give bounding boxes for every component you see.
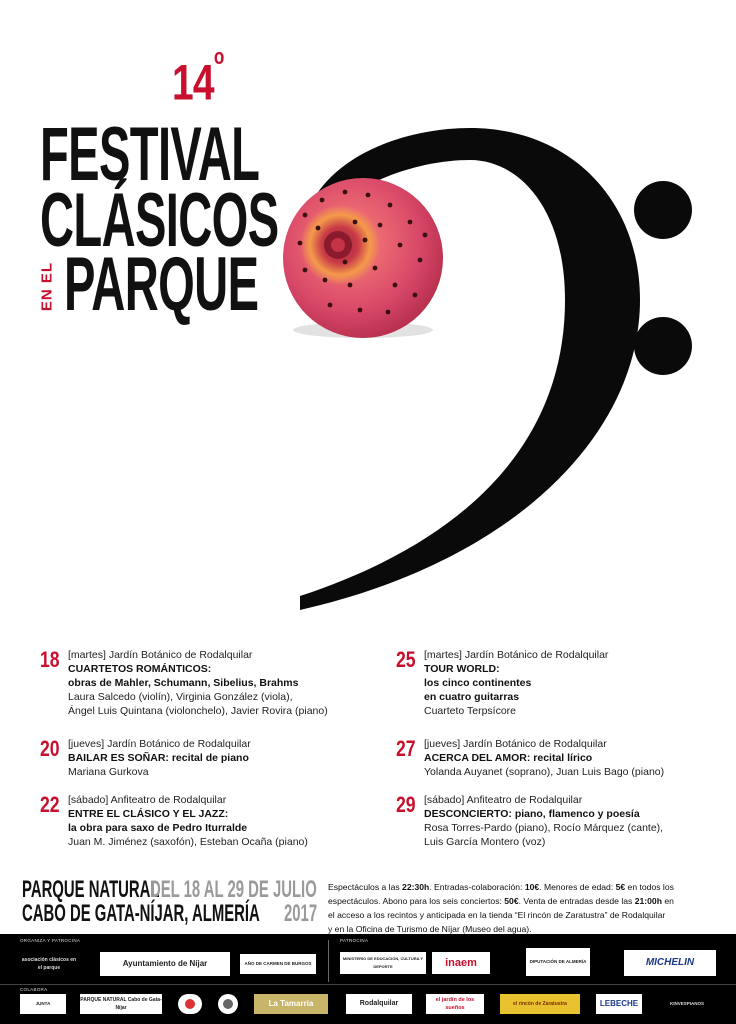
event-performers: Rosa Torres-Pardo (piano), Rocío Márquez (cante), <box>424 822 664 834</box>
event-performers: Luis García Montero (voz) <box>424 836 546 848</box>
event-venue: [jueves] Jardín Botánico de Rodalquilar <box>424 738 607 750</box>
logo-jardin-de-los-suenos: el jardín de los sueños <box>426 994 484 1014</box>
logo-lebeche: LEBECHE <box>596 994 642 1014</box>
logo-kinvespianos: KINVESPIANOS <box>656 994 718 1014</box>
logo-ministerio: MINISTERIO DE EDUCACIÓN, CULTURA Y DEPORTE <box>340 952 426 974</box>
event-performers: Cuarteto Terpsícore <box>424 705 517 717</box>
event-title: ACERCA DEL AMOR: recital lírico <box>424 752 593 764</box>
festival-dates: DEL 18 AL 29 DE JULIO <box>150 876 317 903</box>
logo-asociacion: asociación clásicos en el parque <box>20 950 78 978</box>
location-place: CABO DE GATA-NÍJAR, ALMERÍA <box>22 900 260 927</box>
title-parque: PARQUE <box>64 242 259 327</box>
event-performers: Mariana Gurkova <box>68 766 149 778</box>
event-title: ENTRE EL CLÁSICO Y EL JAZZ: <box>68 808 229 820</box>
event-day: 20 <box>40 736 60 761</box>
location-park: PARQUE NATURAL <box>22 876 160 903</box>
logo-michelin: MICHELIN <box>624 950 716 976</box>
event-title: obras de Mahler, Schumann, Sibelius, Brahms <box>68 677 299 689</box>
event-title: los cinco continentes <box>424 677 532 689</box>
event-title: en cuatro guitarras <box>424 691 520 703</box>
clef-dot-upper <box>634 181 692 239</box>
event-title: la obra para saxo de Pedro Iturralde <box>68 822 248 834</box>
logo-diputacion-almeria: DIPUTACIÓN DE ALMERÍA <box>526 948 590 976</box>
edition-suffix: o <box>213 44 224 69</box>
event-venue: [martes] Jardín Botánico de Rodalquilar <box>424 649 609 661</box>
organiza-label: ORGANIZA Y PATROCINA <box>20 938 81 943</box>
event-venue: [martes] Jardín Botánico de Rodalquilar <box>68 649 253 661</box>
ticket-info: Espectáculos a las 22:30h. Entradas-colaboración: 10€. Menores de edad: 5€ en todos los espectáculos. Abono para los seis conciertos: 50€. Venta de entradas desde las 21:00h en el acceso a los recintos y anticipada en la tienda “El rincón de Zaratustra” de Rodalquilar y en la Oficina de Turismo de Níjar (Museo del agua). <box>328 882 674 934</box>
logo-inaem: inaem <box>432 952 490 974</box>
event-title: BAILAR ES SOÑAR: recital de piano <box>68 752 249 764</box>
patrocina-label: PATROCINA <box>340 938 369 943</box>
event-venue: [sábado] Anfiteatro de Rodalquilar <box>424 794 583 806</box>
logo-rodalquilar: Rodalquilar <box>346 994 412 1014</box>
event-performers: Juan M. Jiménez (saxofón), Esteban Ocaña (piano) <box>68 836 308 848</box>
event-day: 18 <box>40 647 60 672</box>
logo-collab-3 <box>178 994 202 1014</box>
event-performers: Ángel Luis Quintana (violonchelo), Javier Rovira (piano) <box>68 705 328 717</box>
sponsor-bar <box>0 934 736 1024</box>
title-clasicos: CLÁSICOS <box>40 178 279 263</box>
event-title: TOUR WORLD: <box>424 663 500 675</box>
logo-la-tamarria: La Tamarria <box>254 994 328 1014</box>
logo-ayuntamiento-nijar: Ayuntamiento de Níjar <box>100 952 230 976</box>
event-venue: [sábado] Anfiteatro de Rodalquilar <box>68 794 227 806</box>
colabora-label: COLABORA <box>20 987 48 992</box>
event-day: 25 <box>396 647 416 672</box>
logo-junta: JUNTA <box>20 994 66 1014</box>
logo-rincon-zaratustra: el rincón de Zaratustra <box>500 994 580 1014</box>
title-en-el: EN EL <box>38 261 56 312</box>
event-day: 22 <box>40 792 60 817</box>
event-day: 27 <box>396 736 416 761</box>
title-festival: FESTIVAL <box>40 112 260 197</box>
logo-collab-4 <box>218 994 238 1014</box>
event-title: DESCONCIERTO: piano, flamenco y poesía <box>424 808 640 820</box>
event-venue: [jueves] Jardín Botánico de Rodalquilar <box>68 738 251 750</box>
logo-carmen-de-burgos: AÑO DE CARMEN DE BURGOS <box>240 954 316 974</box>
clef-dot-lower <box>634 317 692 375</box>
event-day: 29 <box>396 792 416 817</box>
edition-number: 14$^o$ <box>172 44 224 111</box>
festival-year: 2017 <box>284 900 318 927</box>
prickly-pear-fruit <box>283 178 443 338</box>
event-performers: Yolanda Auyanet (soprano), Juan Luis Bago (piano) <box>424 766 665 778</box>
event-performers: Laura Salcedo (violín), Virginia González (viola), <box>68 691 293 703</box>
location-block <box>22 878 322 926</box>
event-title: CUARTETOS ROMÁNTICOS: <box>68 663 212 675</box>
logo-parque-natural: PARQUE NATURAL Cabo de Gata-Níjar <box>80 994 162 1014</box>
